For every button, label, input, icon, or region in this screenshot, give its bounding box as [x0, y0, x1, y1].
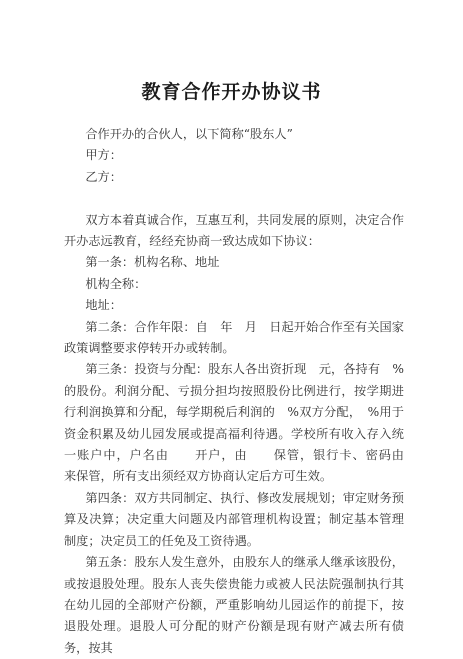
document-title: 教育合作开办协议书	[141, 81, 322, 103]
party-a-line: 甲方：	[85, 148, 122, 163]
article-2-paragraph: 第二条：合作年限：自 年 月 日起开始合作至有关国家政策调整要求停转开办或转制。	[64, 319, 404, 356]
address-line: 地址：	[85, 298, 122, 313]
preamble-paragraph: 双方本着真诚合作，互惠互利，共同发展的原则，决定合作开办志远教育，经经充协商一致达成如下协议：	[64, 212, 404, 249]
document-body	[64, 124, 429, 659]
article-3-paragraph: 第三条：投资与分配：股东人各出资折现 元，各持有 %的股份。利润分配、亏损分担均按照股份比例进行，按学期进行利润换算和分配，每学期税后利润的 %双方分配， %用于资金积累及幼儿园发展或提高福利待遇。学校所有收入存入统一账户中，户名由 开户，由 保管，银行卡、密码由 来保管，所有支出须经双方协商认定后方可生效。	[64, 362, 429, 484]
institution-name-line: 机构全称：	[85, 276, 147, 291]
article-5-paragraph: 第五条：股东人发生意外，由股东人的继承人继承该股份，或按退股处理。股东人丧失偿贵能力或被人民法院强制执行其在幼儿园的全部财产份额，严重影响幼儿园运作的前提下，按退股处理。退股人可分配的财产份额是现有财产减去所有债务，按其	[64, 555, 404, 655]
party-b-line: 乙方：	[85, 169, 122, 184]
intro-partners-line: 合作开办的合伙人，以下简称“股东人”	[85, 127, 293, 141]
article-4-paragraph: 第四条：双方共同制定、执行、修改发展规划；审定财务预算及决算；决定重大问题及内部管理机构设置；制定基本管理制度；决定员工的任免及工资待遇。	[64, 490, 404, 548]
article-1-heading: 第一条：机构名称、地址	[85, 255, 220, 270]
